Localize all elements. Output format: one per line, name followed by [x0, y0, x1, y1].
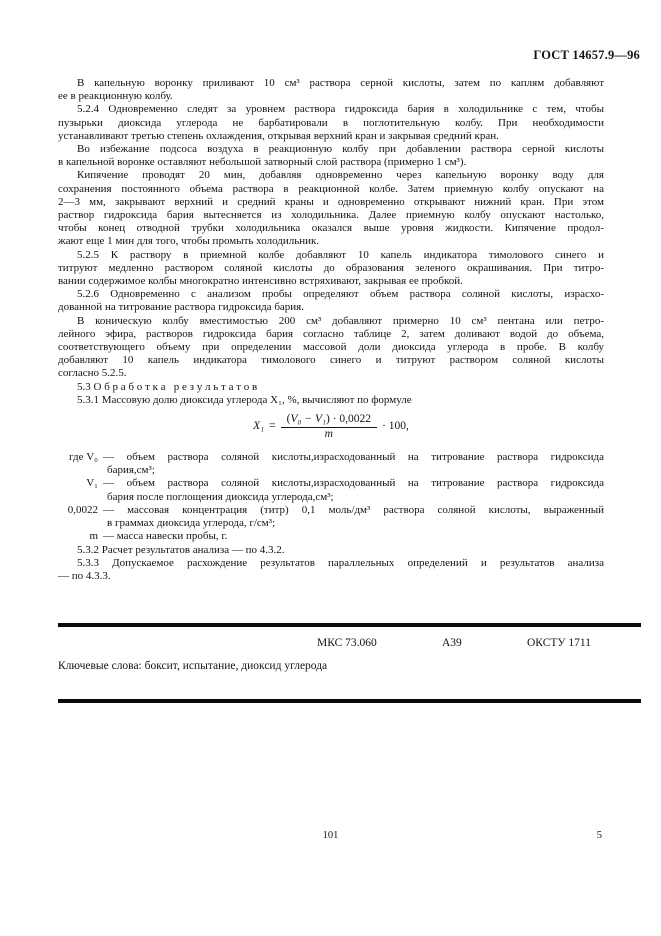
divider-rule-bottom	[58, 699, 641, 703]
line-text: 5.3.3 Допускаемое расхождение результатов параллельных определений и результатов анализа	[77, 556, 604, 569]
line-text: — объем раствора соляной кислоты,израсходованный на титрование раствора гидроксида	[103, 451, 604, 464]
body-text-line	[58, 367, 604, 380]
body-text-line	[58, 103, 604, 116]
body-text-line	[58, 275, 604, 288]
body-text-line	[58, 196, 604, 209]
formula-lhs: X₁	[253, 420, 265, 433]
body-text-line	[58, 394, 604, 407]
classification-codes	[0, 637, 661, 651]
body-text-line	[58, 156, 604, 169]
body-text-line	[58, 169, 604, 182]
body-text-line	[58, 262, 604, 275]
line-text: В коническую колбу вместимостью 200 см³ добавляют примерно 10 см³ пентана или петро-	[77, 314, 604, 327]
body-text-line	[58, 354, 604, 367]
definition-term: V₁	[86, 477, 98, 490]
definition-line	[58, 570, 604, 583]
line-text: титруют медленно раствором соляной кислоты до образования зеленого окрашивания. При титро-	[58, 261, 604, 274]
line-text: ее в реакционную колбу.	[58, 90, 173, 103]
line-text: дованной на титрование раствора гидроксида бария.	[58, 301, 304, 314]
body-text-line	[58, 301, 604, 314]
line-text: соответствующего объему при определении массовой доли диоксида углерода в пробе. В колбу	[58, 341, 604, 354]
line-text: — массовая концентрация (титр) 0,1 моль/дм³ раствора соляной кислоты, выраженный	[103, 503, 604, 516]
definition-line	[58, 530, 604, 543]
definitions-lines	[58, 451, 604, 583]
keywords-line: Ключевые слова: боксит, испытание, диоксид углерода	[58, 660, 328, 672]
doc-class-code: А39	[442, 637, 462, 649]
line-text: бария,см³;	[107, 464, 155, 477]
line-text: Кипячение проводят 20 мин, добавляя одновременно через капельную воронку воду для	[77, 169, 604, 182]
body-text-line	[58, 381, 604, 394]
body-text-line	[58, 328, 604, 341]
body-text-line	[58, 90, 604, 103]
line-text: В капельную воронку приливают 10 см³ раствора серной кислоты, затем по каплям добавляют	[77, 77, 604, 89]
body-text-line	[58, 117, 604, 130]
body-paragraph-lines	[58, 77, 604, 407]
page-number-right: 5	[596, 830, 602, 841]
formula-fraction	[281, 413, 377, 442]
line-text: жают еще 1 мин для того, чтобы промыть холодильник.	[58, 235, 320, 248]
body-text-line	[58, 209, 604, 222]
formula-numerator: (V₀ − V₁) · 0,0022	[281, 413, 377, 428]
definition-term: 0,0022	[67, 503, 98, 516]
definition-line	[58, 557, 604, 570]
line-text: лейного эфира, растворов гидроксида бария согласно таблице 2, затем доливают водой до объема,	[58, 327, 604, 340]
divider-rule-top	[58, 623, 641, 627]
definition-line	[58, 477, 604, 490]
line-text: раствор гидроксида бария вытесняется из холодильника. Далее приемную колбу опускают настолько,	[58, 209, 604, 222]
body-text-line	[58, 315, 604, 328]
body-text-line	[58, 288, 604, 301]
body-text-line	[58, 183, 604, 196]
body-text-line	[58, 235, 604, 248]
line-text: в граммах диоксида углерода, г/см³;	[107, 517, 276, 530]
formula-multiplier: · 100,	[382, 420, 409, 433]
line-text: 5.2.5 К раствору в приемной колбе добавляют 10 капель индикатора тимолового синего и	[77, 248, 604, 261]
body-text-line	[58, 222, 604, 235]
definition-term: где V₀	[69, 451, 98, 464]
formula-denominator: m	[324, 428, 333, 441]
definition-line	[58, 451, 604, 464]
line-text: — объем раствора соляной кислоты,израсходованный на титрование раствора гидроксида	[103, 477, 604, 490]
definition-line	[58, 544, 604, 557]
line-text: 5.3 О б р а б о т к а р е з у л ь т а т о в	[77, 380, 258, 393]
definition-term: m	[89, 530, 98, 543]
definition-line	[58, 517, 604, 530]
line-text: — масса навески пробы, г.	[103, 530, 228, 543]
line-text: 5.2.4 Одновременно следят за уровнем раствора гидроксида бария в холодильнике с тем, чтобы	[77, 103, 604, 116]
body-text-line	[58, 143, 604, 156]
body-text-line	[58, 77, 604, 90]
definition-line	[58, 491, 604, 504]
standard-number: ГОСТ 14657.9—96	[533, 48, 640, 62]
body-text-line	[58, 249, 604, 262]
okstu-code: ОКСТУ 1711	[527, 637, 591, 649]
document-body	[58, 77, 604, 583]
page-number-center: 101	[322, 830, 339, 841]
line-text: бария после поглощения диоксида углерода,см³;	[107, 490, 334, 503]
definition-line	[58, 464, 604, 477]
line-text: в капельной воронке оставляют небольшой затворный слой раствора (примерно 1 см³).	[58, 156, 467, 169]
formula-x1	[58, 409, 604, 445]
body-text-line	[58, 341, 604, 354]
line-text: — по 4.3.3.	[58, 569, 111, 582]
line-text: пузырьки диоксида углерода не барбатировали в поглотительную колбу. При необходимости	[58, 116, 604, 129]
line-text: Во избежание подсоса воздуха в реакционную колбу при добавлении раствора серной кислоты	[77, 143, 604, 156]
definition-line	[58, 504, 604, 517]
line-text: устанавливают третью степень охлаждения, открывая верхний кран и закрывая средний кран.	[58, 129, 499, 142]
formula-equals: =	[269, 420, 276, 433]
line-text: вании содержимое колбы многократно интенсивно встряхивают, закрывая ее пробкой.	[58, 275, 463, 288]
line-text: 5.3.1 Массовую долю диоксида углерода X₁, %, вычисляют по формуле	[77, 393, 412, 406]
mks-code: МКС 73.060	[317, 637, 377, 649]
line-text: 5.2.6 Одновременно с анализом пробы определяют объем раствора соляной кислоты, израсхо-	[77, 288, 604, 301]
line-text: 2—3 мм, закрывают верхний и средний краны и одновременно открывают нижний кран. При этом	[58, 195, 604, 208]
line-text: добавляют 10 капель индикатора тимолового синего и титруют раствором соляной кислоты	[58, 354, 604, 367]
body-text-line	[58, 130, 604, 143]
line-text: сохранения постоянного объема раствора в реакционной колбе. Затем приемную колбу опускают на	[58, 182, 604, 195]
line-text: чтобы конец отводной трубки холодильника оказался выше уровня жидкости. Кипячение продол-	[58, 222, 604, 235]
line-text: 5.3.2 Расчет результатов анализа — по 4.3.2.	[77, 543, 285, 556]
line-text: согласно 5.2.5.	[58, 367, 127, 380]
